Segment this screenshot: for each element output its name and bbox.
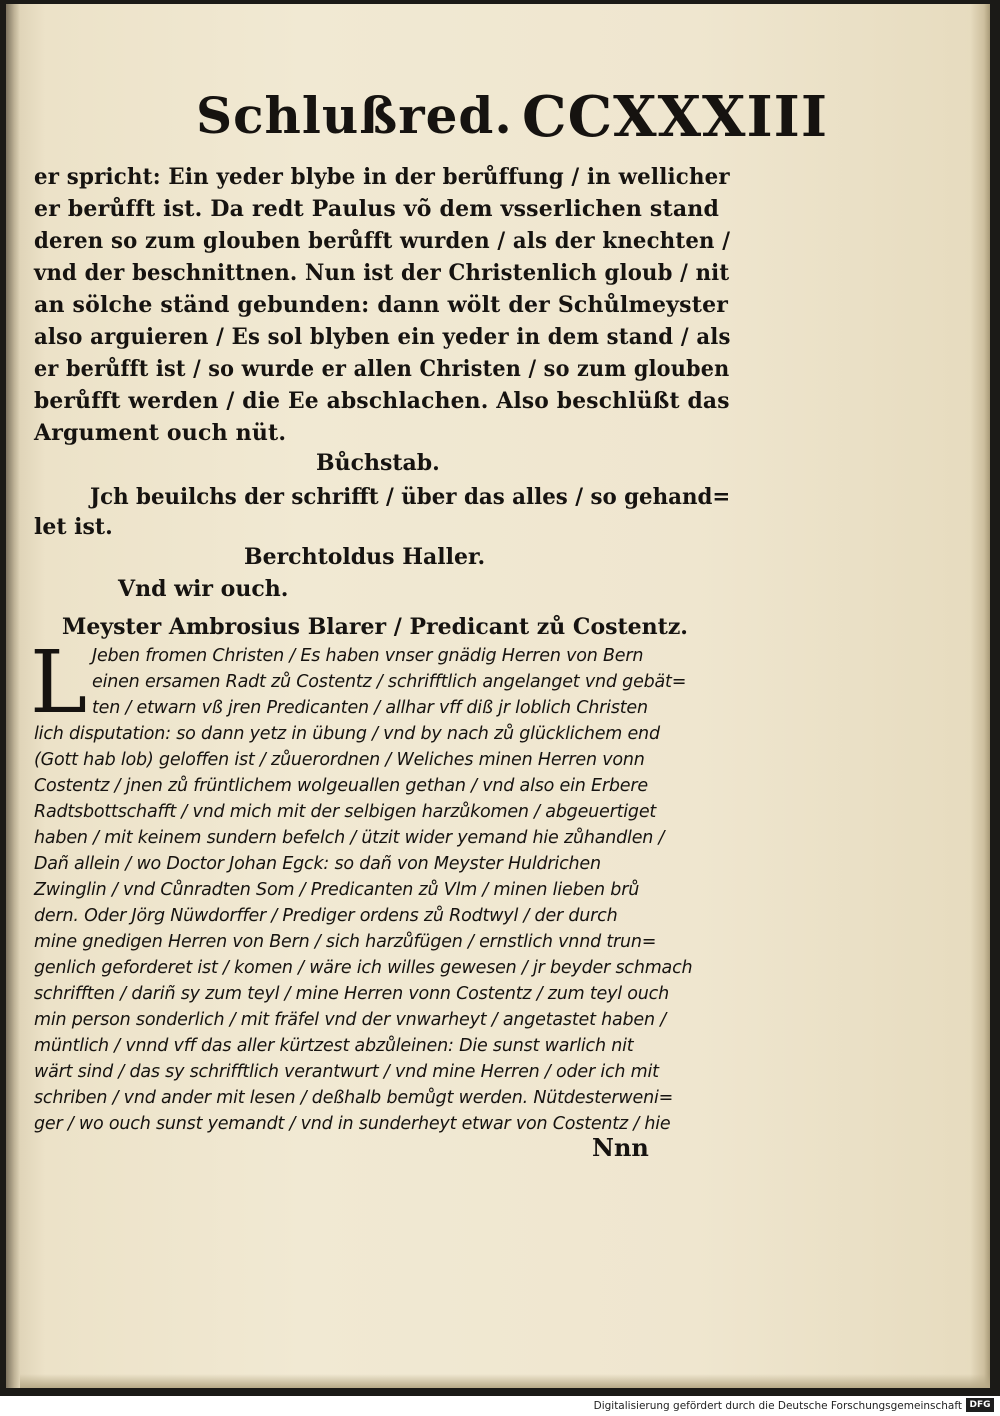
text-line: schriben / vnd ander mit lesen / deßhalb bemůgt werden. Nütdesterweni=: [34, 1088, 674, 1108]
text-line: Jeben fromen Christen / Es haben vnser gnädig Herren von Bern: [92, 646, 644, 666]
text-line: schrifften / dariñ sy zum teyl / mine Herren vonn Costentz / zum teyl ouch: [34, 984, 669, 1004]
body-line: Argument ouch nüt.: [34, 420, 287, 446]
line-vnd-wir-ouch: Vnd wir ouch.: [118, 576, 289, 602]
text-line: ger / wo ouch sunst yemandt / vnd in sunderheyt etwar von Costentz / hie: [34, 1114, 671, 1134]
body-line: berůfft werden / die Ee abschlachen. Also beschlüßt das: [34, 388, 730, 414]
buchstab-text-line: let ist.: [34, 514, 113, 540]
body-line: er berůfft ist / so wurde er allen Christen / so zum glouben: [34, 356, 730, 382]
body-line: also arguieren / Es sol blyben ein yeder in dem stand / als: [34, 324, 731, 350]
page-edge-shadow: [970, 4, 990, 1388]
signature-mark: Nnn: [592, 1133, 649, 1162]
text-line: dern. Oder Jörg Nüwdorffer / Prediger ordens zů Rodtwyl / der durch: [34, 906, 618, 926]
text-line: Dañ allein / wo Doctor Johan Egck: so dañ von Meyster Huldrichen: [34, 854, 601, 874]
heading-buchstab: Bůchstab.: [316, 450, 440, 476]
heading-ambrosius-blarer: Meyster Ambrosius Blarer / Predicant zů Costentz.: [62, 614, 688, 640]
text-line: (Gott hab lob) geloffen ist / zůuerordnen / Weliches minen Herren vonn: [34, 750, 645, 770]
text-line: min person sonderlich / mit fräfel vnd der vnwarheyt / angetastet haben /: [34, 1010, 666, 1030]
text-line: wärt sind / das sy schrifftlich verantwurt / vnd mine Herren / oder ich mit: [34, 1062, 659, 1082]
body-line: vnd der beschnittnen. Nun ist der Christenlich gloub / nit: [34, 260, 730, 286]
text-line: lich disputation: so dann yetz in übung / vnd by nach zů glücklichem end: [34, 724, 660, 744]
page-bottom-shadow: [20, 1374, 990, 1388]
body-line: deren so zum glouben berůfft wurden / als der knechten /: [34, 228, 731, 254]
page-gutter-shadow: [6, 4, 20, 1388]
text-line: einen ersamen Radt zů Costentz / schrifftlich angelanget vnd gebät=: [92, 672, 687, 692]
footer-credit: Digitalisierung gefördert durch die Deutsche Forschungsgemeinschaft: [593, 1400, 962, 1412]
dfg-logo: DFG: [966, 1398, 994, 1412]
heading-berchtoldus-haller: Berchtoldus Haller.: [244, 544, 486, 570]
text-line: mine gnedigen Herren von Bern / sich harzůfügen / ernstlich vnnd trun=: [34, 932, 657, 952]
body-line: er spricht: Ein yeder blybe in der berůffung / in wellicher: [34, 164, 730, 190]
text-line: Radtsbottschafft / vnd mich mit der selbigen harzůkomen / abgeuertiget: [34, 802, 657, 822]
buchstab-text-line: Jch beuilchs der schrifft / über das alles / so gehand=: [90, 484, 731, 510]
body-line: er berůfft ist. Da redt Paulus võ dem vsserlichen stand: [34, 196, 720, 222]
body-line: an sölche ständ gebunden: dann wölt der Schůlmeyster: [34, 292, 729, 318]
text-line: ten / etwarn vß jren Predicanten / allhar vff diß jr loblich Christen: [92, 698, 648, 718]
drop-capital: L: [30, 633, 88, 733]
running-head-title: Schlußred.: [196, 86, 513, 145]
text-line: Zwinglin / vnd Cůnradten Som / Predicanten zů Vlm / minen lieben brů: [34, 880, 640, 900]
text-line: genlich geforderet ist / komen / wäre ich willes gewesen / jr beyder schmach: [34, 958, 693, 978]
folio-number: CCXXXIII: [522, 84, 829, 150]
text-line: müntlich / vnnd vff das aller kürtzest abzůleinen: Die sunst warlich nit: [34, 1036, 634, 1056]
text-line: haben / mit keinem sundern befelch / ützit wider yemand hie zůhandlen /: [34, 828, 665, 848]
text-line: Costentz / jnen zů früntlichem wolgeuallen gethan / vnd also ein Erbere: [34, 776, 648, 796]
